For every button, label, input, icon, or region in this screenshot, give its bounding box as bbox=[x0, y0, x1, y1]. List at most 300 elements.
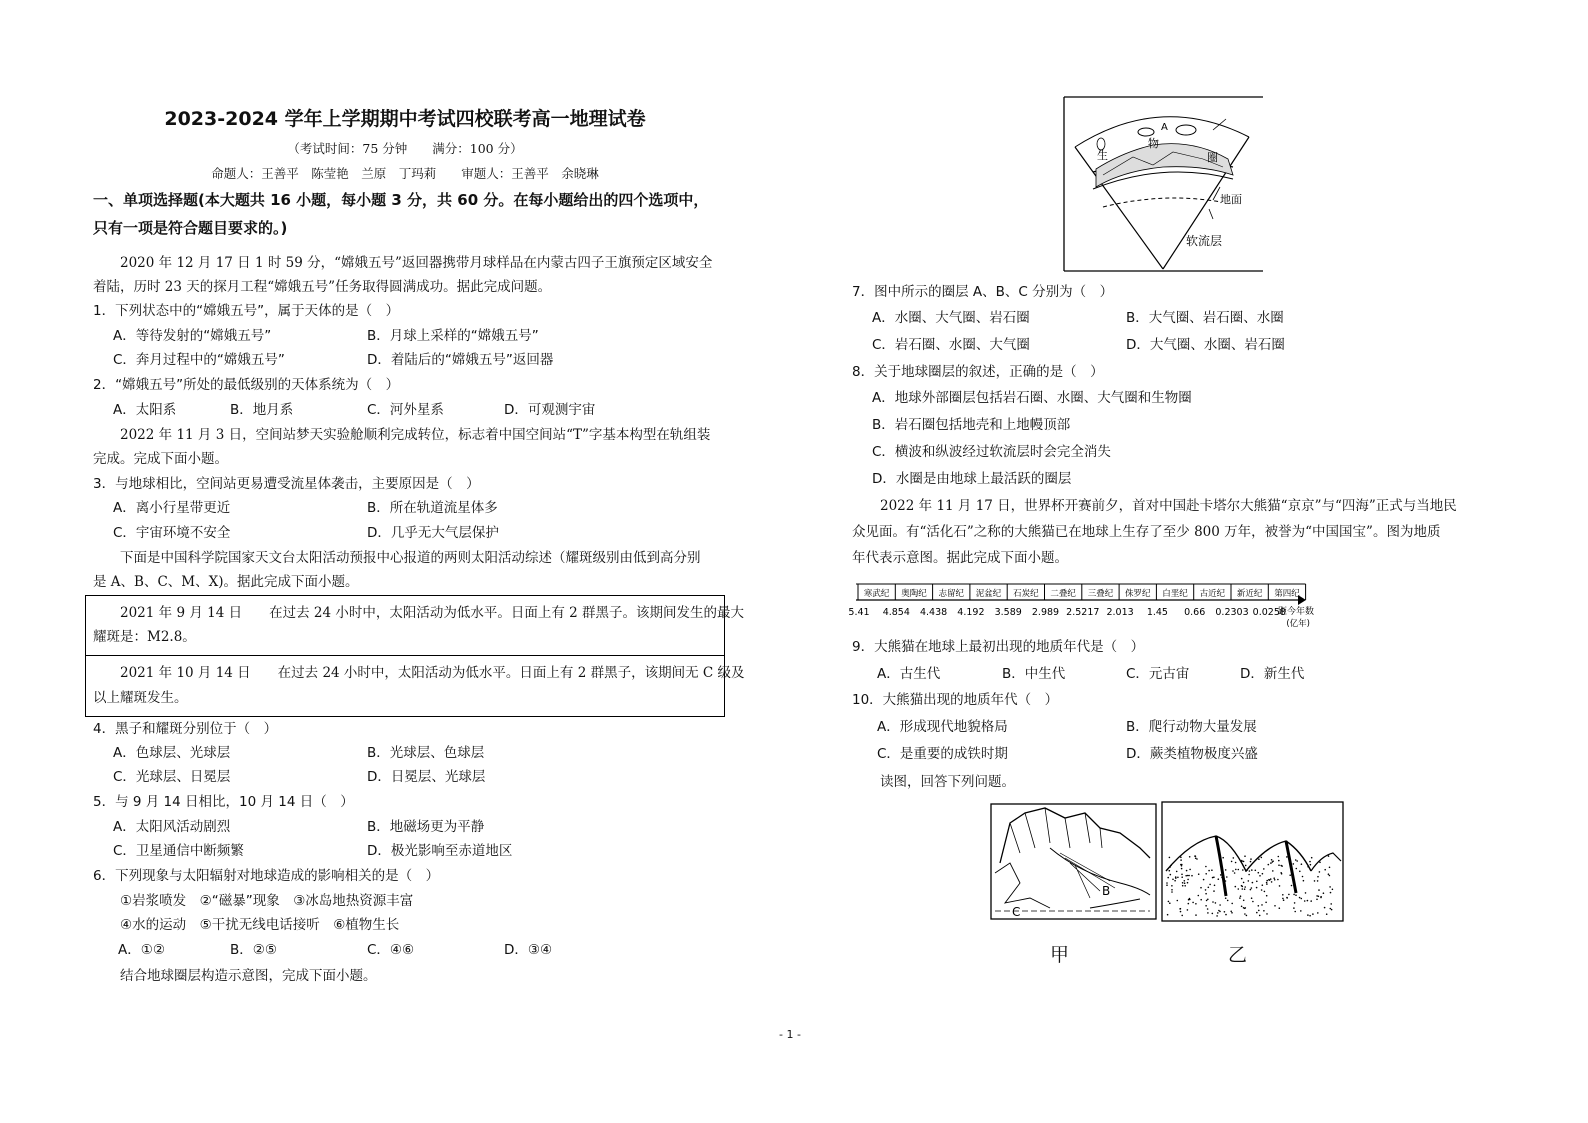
label-wu: 物 bbox=[1148, 137, 1159, 150]
option-b[interactable]: B．所在轨道流星体多 bbox=[367, 500, 498, 516]
stipple-dot bbox=[1180, 859, 1182, 861]
stipple-dot bbox=[1187, 879, 1189, 881]
stipple-dot bbox=[1238, 869, 1240, 871]
stipple-dot bbox=[1215, 902, 1217, 904]
stipple-dot bbox=[1268, 879, 1270, 881]
stipple-dot bbox=[1278, 856, 1280, 858]
stipple-dot bbox=[1235, 862, 1237, 864]
stipple-dot bbox=[1251, 869, 1253, 871]
stipple-dot bbox=[1244, 855, 1246, 857]
stipple-dot bbox=[1286, 856, 1288, 858]
stipple-dot bbox=[1311, 857, 1313, 859]
stipple-dot bbox=[1187, 882, 1189, 884]
option-b[interactable]: B．中生代 bbox=[1002, 666, 1066, 682]
stipple-dot bbox=[1211, 869, 1213, 871]
stipple-dot bbox=[1174, 880, 1176, 882]
stipple-dot bbox=[1166, 882, 1168, 884]
stipple-dot bbox=[1316, 899, 1318, 901]
option-a[interactable]: A．水圈、大气圈、岩石圈 bbox=[872, 310, 1030, 326]
stipple-dot bbox=[1170, 865, 1172, 867]
question-stem: 5．与 9 月 14 日相比，10 月 14 日（ ） bbox=[93, 794, 354, 810]
stipple-dot bbox=[1299, 897, 1301, 899]
stipple-dot bbox=[1272, 870, 1274, 872]
stipple-dot bbox=[1189, 869, 1191, 871]
stipple-dot bbox=[1216, 915, 1218, 917]
option-c[interactable]: C．卫星通信中断频繁 bbox=[113, 843, 244, 859]
option-a[interactable]: A．等待发射的“嫦娥五号” bbox=[113, 328, 272, 344]
stipple-dot bbox=[1224, 911, 1226, 913]
age-label: 1.45 bbox=[1146, 607, 1168, 618]
stipple-dot bbox=[1300, 910, 1302, 912]
option-b[interactable]: B．岩石圈包括地壳和上地幔顶部 bbox=[872, 417, 1071, 433]
stipple-dot bbox=[1243, 900, 1245, 902]
stipple-dot bbox=[1328, 873, 1330, 875]
stipple-dot bbox=[1200, 887, 1202, 889]
label-asthenosphere: 软流层 bbox=[1186, 234, 1223, 248]
stipple-dot bbox=[1332, 889, 1334, 891]
option-d[interactable]: D．蕨类植物极度兴盛 bbox=[1126, 746, 1258, 762]
stipple-dot bbox=[1225, 897, 1227, 899]
stipple-dot bbox=[1245, 870, 1247, 872]
stipple-dot bbox=[1288, 894, 1290, 896]
option-d[interactable]: D．极光影响至赤道地区 bbox=[367, 843, 513, 859]
option-b[interactable]: B．爬行动物大量发展 bbox=[1126, 719, 1257, 735]
stipple-dot bbox=[1309, 861, 1311, 863]
age-label: 2.989 bbox=[1031, 607, 1060, 618]
stipple-dot bbox=[1329, 875, 1331, 877]
question-stem: 7．图中所示的圈层 A、B、C 分别为（ ） bbox=[852, 284, 1114, 300]
stipple-dot bbox=[1233, 857, 1235, 859]
stipple-dot bbox=[1227, 900, 1229, 902]
label-surface: 地面 bbox=[1220, 193, 1242, 206]
question-stem: 1．下列状态中的“嫦娥五号”，属于天体的是（ ） bbox=[93, 303, 400, 319]
period-label: 第四纪 bbox=[1274, 589, 1300, 599]
age-label: 4.192 bbox=[957, 607, 985, 618]
stipple-dot bbox=[1264, 891, 1266, 893]
stipple-dot bbox=[1309, 915, 1311, 917]
stipple-dot bbox=[1181, 915, 1183, 917]
stipple-dot bbox=[1220, 874, 1222, 876]
stipple-dot bbox=[1293, 863, 1295, 865]
stipple-dot bbox=[1316, 895, 1318, 897]
stipple-dot bbox=[1205, 873, 1207, 875]
stipple-dot bbox=[1258, 910, 1260, 912]
stipple-dot bbox=[1258, 858, 1260, 860]
stipple-dot bbox=[1299, 871, 1301, 873]
stipple-dot bbox=[1177, 900, 1179, 902]
stipple-dot bbox=[1272, 861, 1274, 863]
option-a[interactable]: A．地球外部圈层包括岩石圈、水圈、大气圈和生物圈 bbox=[872, 390, 1192, 406]
stipple-dot bbox=[1317, 876, 1319, 878]
landform-figure-yi bbox=[1161, 801, 1344, 922]
stipple-dot bbox=[1274, 879, 1276, 881]
caption-yi: 乙 bbox=[1228, 944, 1248, 966]
statement-list: ④水的运动 ⑤干扰无线电话接听 ⑥植物生长 bbox=[120, 917, 400, 933]
option-b[interactable]: B．②⑤ bbox=[230, 942, 277, 958]
option-c[interactable]: C．④⑥ bbox=[367, 942, 415, 958]
stipple-dot bbox=[1245, 865, 1247, 867]
stipple-dot bbox=[1235, 869, 1237, 871]
section-heading-line2: 只有一项是符合题目要求的。) bbox=[93, 219, 288, 237]
stipple-dot bbox=[1243, 907, 1245, 909]
stipple-dot bbox=[1245, 907, 1247, 909]
stipple-dot bbox=[1231, 903, 1233, 905]
stipple-dot bbox=[1286, 897, 1288, 899]
stipple-dot bbox=[1189, 898, 1191, 900]
axis-label: 距今年数 bbox=[1277, 607, 1314, 617]
stipple-dot bbox=[1303, 880, 1305, 882]
stipple-dot bbox=[1185, 875, 1187, 877]
earth-sphere-diagram bbox=[1063, 97, 1263, 272]
section-heading-line1: 一、单项选择题(本大题共 16 小题，每小题 3 分，共 60 分。在每小题给出的四个选项中， bbox=[93, 191, 709, 209]
table-divider bbox=[85, 655, 725, 656]
stipple-dot bbox=[1251, 887, 1253, 889]
stipple-dot bbox=[1244, 913, 1246, 915]
option-d[interactable]: D．新生代 bbox=[1240, 666, 1305, 682]
option-b[interactable]: B．光球层、色球层 bbox=[367, 745, 485, 761]
stipple-dot bbox=[1248, 874, 1250, 876]
stipple-dot bbox=[1248, 880, 1250, 882]
stipple-dot bbox=[1176, 871, 1178, 873]
stipple-dot bbox=[1256, 912, 1258, 914]
intro-paragraph: 下面是中国科学院国家天文台太阳活动预报中心报道的两则太阳活动综述（耀斑级别由低到高分别 bbox=[120, 550, 701, 566]
stipple-dot bbox=[1294, 911, 1296, 913]
question-stem: 6．下列现象与太阳辐射对地球造成的影响相关的是（ ） bbox=[93, 868, 440, 884]
stipple-dot bbox=[1249, 870, 1251, 872]
age-label: 0.66 bbox=[1184, 607, 1206, 618]
stipple-dot bbox=[1206, 900, 1208, 902]
stipple-dot bbox=[1225, 869, 1227, 871]
stipple-dot bbox=[1301, 898, 1303, 900]
label-sheng: 生 bbox=[1097, 149, 1108, 162]
stipple-dot bbox=[1281, 865, 1283, 867]
stipple-dot bbox=[1330, 908, 1332, 910]
age-label: 2.5217 bbox=[1066, 607, 1100, 618]
stipple-dot bbox=[1207, 908, 1209, 910]
report-row: 耀斑是：M2.8。 bbox=[93, 629, 196, 645]
period-label: 白垩纪 bbox=[1162, 589, 1188, 599]
question-stem: 4．黑子和耀斑分别位于（ ） bbox=[93, 721, 278, 737]
report-row: 以上耀斑发生。 bbox=[93, 690, 188, 706]
stipple-dot bbox=[1205, 866, 1207, 868]
stipple-dot bbox=[1213, 876, 1215, 878]
option-d[interactable]: D．大气圈、水圈、岩石圈 bbox=[1126, 337, 1285, 353]
option-c[interactable]: C．光球层、日冕层 bbox=[113, 769, 231, 785]
stipple-dot bbox=[1317, 912, 1319, 914]
stipple-dot bbox=[1277, 879, 1279, 881]
period-label: 志留纪 bbox=[938, 589, 965, 599]
stipple-dot bbox=[1240, 895, 1242, 897]
period-label: 奥陶纪 bbox=[901, 589, 927, 599]
stipple-dot bbox=[1293, 907, 1295, 909]
exam-authors: 命题人：王善平 陈莹艳 兰原 丁玛莉 审题人：王善平 余晓琳 bbox=[211, 166, 599, 181]
stipple-dot bbox=[1212, 913, 1214, 915]
intro-paragraph: 是 A、B、C、M、X)。据此完成下面小题。 bbox=[93, 574, 359, 590]
exam-meta: （考试时间：75 分钟 满分：100 分） bbox=[287, 141, 523, 156]
stipple-dot bbox=[1250, 889, 1252, 891]
stipple-dot bbox=[1191, 875, 1193, 877]
stipple-dot bbox=[1239, 897, 1241, 899]
landform-figure-jia bbox=[990, 803, 1157, 920]
stipple-dot bbox=[1324, 907, 1326, 909]
option-b[interactable]: B．地月系 bbox=[230, 402, 294, 418]
page-number: - 1 - bbox=[779, 1028, 801, 1041]
stipple-dot bbox=[1184, 880, 1186, 882]
stipple-dot bbox=[1244, 886, 1246, 888]
stipple-dot bbox=[1241, 885, 1243, 887]
stipple-dot bbox=[1195, 855, 1197, 857]
option-a[interactable]: A．色球层、光球层 bbox=[113, 745, 231, 761]
stipple-dot bbox=[1273, 877, 1275, 879]
stipple-dot bbox=[1209, 884, 1211, 886]
period-label: 石炭纪 bbox=[1013, 589, 1039, 599]
stipple-dot bbox=[1278, 864, 1280, 866]
option-b[interactable]: B．地磁场更为平静 bbox=[367, 819, 485, 835]
stipple-dot bbox=[1184, 882, 1186, 884]
option-a[interactable]: A．离小行星带更近 bbox=[113, 500, 231, 516]
intro-paragraph: 结合地球圈层构造示意图，完成下面小题。 bbox=[120, 968, 377, 984]
stipple-dot bbox=[1250, 858, 1252, 860]
option-c[interactable]: C．河外星系 bbox=[367, 402, 444, 418]
stipple-dot bbox=[1252, 901, 1254, 903]
stipple-dot bbox=[1208, 887, 1210, 889]
stipple-dot bbox=[1271, 859, 1273, 861]
stipple-dot bbox=[1200, 899, 1202, 901]
stipple-dot bbox=[1221, 865, 1223, 867]
stipple-dot bbox=[1207, 899, 1209, 901]
stipple-dot bbox=[1241, 878, 1243, 880]
intro-paragraph: 众见面。有“活化石”之称的大熊猫已在地球上生存了至少 800 万年，被誉为“中国国宝”。图为地质 bbox=[852, 524, 1441, 540]
age-label: 4.854 bbox=[882, 607, 910, 618]
stipple-dot bbox=[1251, 897, 1253, 899]
option-a[interactable]: A．太阳风活动剧烈 bbox=[113, 819, 231, 835]
stipple-dot bbox=[1282, 894, 1284, 896]
period-label: 侏罗纪 bbox=[1124, 589, 1151, 599]
report-row: 2021 年 9 月 14 日 在过去 24 小时中，太阳活动为低水平。日面上有 2 群黑子。该期间发生的最大 bbox=[120, 605, 745, 621]
option-a[interactable]: A．①② bbox=[118, 942, 165, 958]
stipple-dot bbox=[1305, 892, 1307, 894]
stipple-dot bbox=[1182, 885, 1184, 887]
stipple-dot bbox=[1189, 856, 1191, 858]
intro-paragraph: 2022 年 11 月 17 日，世界杯开赛前夕，首对中国赴卡塔尔大熊猫“京京”与“四海”正式与当地民 bbox=[880, 498, 1457, 514]
stipple-dot bbox=[1231, 912, 1233, 914]
stipple-dot bbox=[1307, 900, 1309, 902]
stipple-dot bbox=[1279, 885, 1281, 887]
intro-paragraph: 年代表示意图。据此完成下面小题。 bbox=[852, 550, 1068, 566]
stipple-dot bbox=[1244, 888, 1246, 890]
stipple-dot bbox=[1295, 859, 1297, 861]
stipple-dot bbox=[1226, 876, 1228, 878]
stipple-dot bbox=[1225, 914, 1227, 916]
stipple-dot bbox=[1243, 882, 1245, 884]
stipple-dot bbox=[1274, 905, 1276, 907]
stipple-dot bbox=[1187, 909, 1189, 911]
stipple-dot bbox=[1262, 873, 1264, 875]
period-label: 三叠纪 bbox=[1087, 589, 1114, 599]
stipple-dot bbox=[1289, 874, 1291, 876]
stipple-dot bbox=[1171, 889, 1173, 891]
stipple-dot bbox=[1278, 860, 1280, 862]
stipple-dot bbox=[1213, 890, 1215, 892]
stipple-dot bbox=[1208, 870, 1210, 872]
stipple-dot bbox=[1188, 903, 1190, 905]
stipple-dot bbox=[1246, 915, 1248, 917]
stipple-dot bbox=[1279, 907, 1281, 909]
stipple-dot bbox=[1205, 893, 1207, 895]
stipple-dot bbox=[1265, 902, 1267, 904]
stipple-dot bbox=[1166, 884, 1168, 886]
stipple-dot bbox=[1261, 904, 1263, 906]
stipple-dot bbox=[1218, 878, 1220, 880]
age-label: 0.2303 bbox=[1215, 607, 1249, 618]
stipple-dot bbox=[1263, 868, 1265, 870]
stipple-dot bbox=[1319, 862, 1321, 864]
caption-jia: 甲 bbox=[1050, 944, 1070, 966]
age-label: 4.438 bbox=[919, 607, 948, 618]
stipple-dot bbox=[1319, 871, 1321, 873]
stipple-dot bbox=[1241, 860, 1243, 862]
stipple-dot bbox=[1296, 868, 1298, 870]
question-stem: 10．大熊猫出现的地质年代（ ） bbox=[852, 692, 1059, 708]
stipple-dot bbox=[1301, 863, 1303, 865]
stipple-dot bbox=[1219, 904, 1221, 906]
stipple-dot bbox=[1171, 885, 1173, 887]
stipple-dot bbox=[1181, 874, 1183, 876]
stipple-dot bbox=[1320, 897, 1322, 899]
stipple-dot bbox=[1314, 880, 1316, 882]
stipple-dot bbox=[1293, 894, 1295, 896]
stipple-dot bbox=[1258, 905, 1260, 907]
stipple-dot bbox=[1291, 885, 1293, 887]
stipple-dot bbox=[1205, 905, 1207, 907]
stipple-dot bbox=[1195, 903, 1197, 905]
option-d[interactable]: D．日冕层、光球层 bbox=[367, 769, 486, 785]
stipple-dot bbox=[1256, 881, 1258, 883]
option-c[interactable]: C．横波和纵波经过软流层时会完全消失 bbox=[872, 444, 1111, 460]
stipple-dot bbox=[1180, 864, 1182, 866]
stipple-dot bbox=[1225, 880, 1227, 882]
age-label: 0.0258 bbox=[1252, 607, 1286, 618]
stipple-dot bbox=[1187, 875, 1189, 877]
stipple-dot bbox=[1266, 880, 1268, 882]
stipple-dot bbox=[1230, 911, 1232, 913]
stipple-dot bbox=[1222, 857, 1224, 859]
page-title: 2023-2024 学年上学期期中考试四校联考高一地理试卷 bbox=[164, 108, 646, 130]
option-c[interactable]: C．奔月过程中的“嫦娥五号” bbox=[113, 352, 285, 368]
question-stem: 3．与地球相比，空间站更易遭受流星体袭击，主要原因是（ ） bbox=[93, 476, 480, 492]
stipple-dot bbox=[1256, 887, 1258, 889]
stipple-dot bbox=[1184, 885, 1186, 887]
stipple-dot bbox=[1268, 864, 1270, 866]
stipple-dot bbox=[1318, 889, 1320, 891]
option-d[interactable]: D．可观测宇宙 bbox=[504, 402, 596, 418]
option-d[interactable]: D．水圈是由地球上最活跃的圈层 bbox=[872, 471, 1072, 487]
stipple-dot bbox=[1328, 855, 1330, 857]
stipple-dot bbox=[1317, 880, 1319, 882]
stipple-dot bbox=[1232, 870, 1234, 872]
option-c[interactable]: C．元古宙 bbox=[1126, 666, 1190, 682]
stipple-dot bbox=[1198, 873, 1200, 875]
option-a[interactable]: A．太阳系 bbox=[113, 402, 177, 418]
stipple-dot bbox=[1168, 901, 1170, 903]
stipple-dot bbox=[1259, 915, 1261, 917]
stipple-dot bbox=[1175, 876, 1177, 878]
stipple-dot bbox=[1331, 909, 1333, 911]
option-a[interactable]: A．形成现代地貌格局 bbox=[877, 719, 1008, 735]
stipple-dot bbox=[1192, 902, 1194, 904]
stipple-dot bbox=[1261, 857, 1263, 859]
option-b[interactable]: B．月球上采样的“嫦娥五号” bbox=[367, 328, 539, 344]
stipple-dot bbox=[1330, 892, 1332, 894]
label-quan: 圈 bbox=[1207, 151, 1218, 164]
stipple-dot bbox=[1221, 877, 1223, 879]
age-label: 3.589 bbox=[994, 607, 1022, 618]
stipple-dot bbox=[1282, 898, 1284, 900]
stipple-dot bbox=[1266, 883, 1268, 885]
stipple-dot bbox=[1242, 888, 1244, 890]
stipple-dot bbox=[1203, 879, 1205, 881]
stipple-dot bbox=[1304, 900, 1306, 902]
question-stem: 9．大熊猫在地球上最初出现的地质年代是（ ） bbox=[852, 639, 1145, 655]
stipple-dot bbox=[1312, 913, 1314, 915]
stipple-dot bbox=[1234, 872, 1236, 874]
option-b[interactable]: B．大气圈、岩石圈、水圈 bbox=[1126, 310, 1284, 326]
stipple-dot bbox=[1217, 912, 1219, 914]
option-d[interactable]: D．③④ bbox=[504, 942, 553, 958]
stipple-dot bbox=[1323, 892, 1325, 894]
option-d[interactable]: D．着陆后的“嫦娥五号”返回器 bbox=[367, 352, 554, 368]
stipple-dot bbox=[1250, 861, 1252, 863]
stipple-dot bbox=[1169, 870, 1171, 872]
stipple-dot bbox=[1266, 882, 1268, 884]
stipple-dot bbox=[1294, 902, 1296, 904]
period-label: 二叠纪 bbox=[1050, 589, 1076, 599]
intro-paragraph: 着陆，历时 23 天的探月工程“嫦娥五号”任务取得圆满成功。据此完成问题。 bbox=[93, 279, 552, 295]
option-c[interactable]: C．宇宙环境不安全 bbox=[113, 525, 231, 541]
intro-paragraph: 读图，回答下列问题。 bbox=[880, 774, 1015, 790]
label-c: C bbox=[1012, 905, 1021, 919]
stipple-dot bbox=[1182, 882, 1184, 884]
stipple-dot bbox=[1330, 903, 1332, 905]
stipple-dot bbox=[1179, 908, 1181, 910]
stipple-dot bbox=[1212, 901, 1214, 903]
stipple-dot bbox=[1324, 869, 1326, 871]
stipple-dot bbox=[1167, 914, 1169, 916]
stipple-dot bbox=[1171, 891, 1173, 893]
stipple-dot bbox=[1186, 870, 1188, 872]
option-c[interactable]: C．岩石圈、水圈、大气圈 bbox=[872, 337, 1030, 353]
label-b: B bbox=[1102, 884, 1111, 898]
option-a[interactable]: A．古生代 bbox=[877, 666, 941, 682]
stipple-dot bbox=[1302, 876, 1304, 878]
stipple-dot bbox=[1225, 893, 1227, 895]
stipple-dot bbox=[1307, 914, 1309, 916]
stipple-dot bbox=[1223, 875, 1225, 877]
stipple-dot bbox=[1296, 860, 1298, 862]
option-d[interactable]: D．几乎无大气层保护 bbox=[367, 525, 499, 541]
age-label: 2.013 bbox=[1106, 607, 1134, 618]
stipple-dot bbox=[1180, 911, 1182, 913]
period-label: 泥盆纪 bbox=[975, 589, 1002, 599]
stipple-dot bbox=[1181, 876, 1183, 878]
statement-list: ①岩浆喷发 ②“磁暴”现象 ③冰岛地热资源丰富 bbox=[120, 893, 414, 909]
stipple-dot bbox=[1270, 862, 1272, 864]
stipple-dot bbox=[1195, 914, 1197, 916]
stipple-dot bbox=[1169, 902, 1171, 904]
stipple-dot bbox=[1259, 875, 1261, 877]
stipple-dot bbox=[1243, 861, 1245, 863]
option-c[interactable]: C．是重要的成铁时期 bbox=[877, 746, 1008, 762]
